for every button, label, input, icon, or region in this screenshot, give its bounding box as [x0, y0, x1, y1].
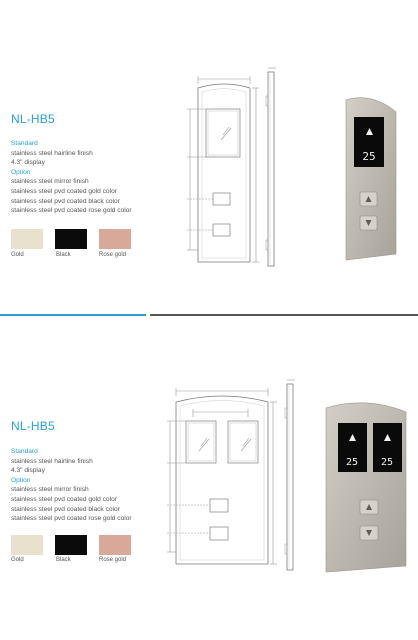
standard-item: stainless steel hairline finish: [11, 457, 93, 465]
standard-heading: Standard: [11, 140, 38, 147]
option-heading: Option: [11, 476, 31, 484]
option-item: stainless steel pvd coated rose gold color: [11, 515, 132, 523]
option-item: stainless steel mirror finish: [11, 178, 89, 186]
product-render: [0, 320, 418, 620]
option-item: stainless steel pvd coated black color: [11, 505, 120, 513]
swatch-label: Gold: [11, 252, 24, 258]
option-item: stainless steel pvd coated gold color: [11, 495, 117, 503]
section-divider: [150, 314, 418, 316]
standard-item: 4.3" display: [11, 467, 45, 475]
product-section-single-display: [0, 0, 418, 300]
swatch-label: Black: [56, 252, 71, 258]
standard-item: 4.3" display: [11, 159, 45, 167]
floor-number: 25: [362, 150, 376, 163]
swatch-label: Gold: [11, 557, 24, 563]
product-render: [0, 0, 418, 300]
swatch-label: Black: [56, 557, 71, 563]
option-item: stainless steel mirror finish: [11, 486, 89, 494]
swatch-label: Rose gold: [99, 252, 127, 258]
option-item: stainless steel pvd coated gold color: [11, 187, 117, 195]
floor-number: 25: [345, 457, 359, 468]
floor-number: 25: [380, 457, 394, 468]
standard-item: stainless steel hairline finish: [11, 149, 93, 157]
standard-heading: Standard: [11, 448, 38, 455]
option-item: stainless steel pvd coated black color: [11, 197, 120, 205]
option-item: stainless steel pvd coated rose gold color: [11, 207, 132, 215]
model-title: NL-HB5: [11, 112, 55, 126]
product-section-dual-display: [0, 320, 418, 620]
option-heading: Option: [11, 168, 31, 176]
swatch-label: Rose gold: [99, 557, 127, 563]
section-divider-accent: [0, 314, 146, 316]
model-title: NL-HB5: [11, 419, 55, 433]
